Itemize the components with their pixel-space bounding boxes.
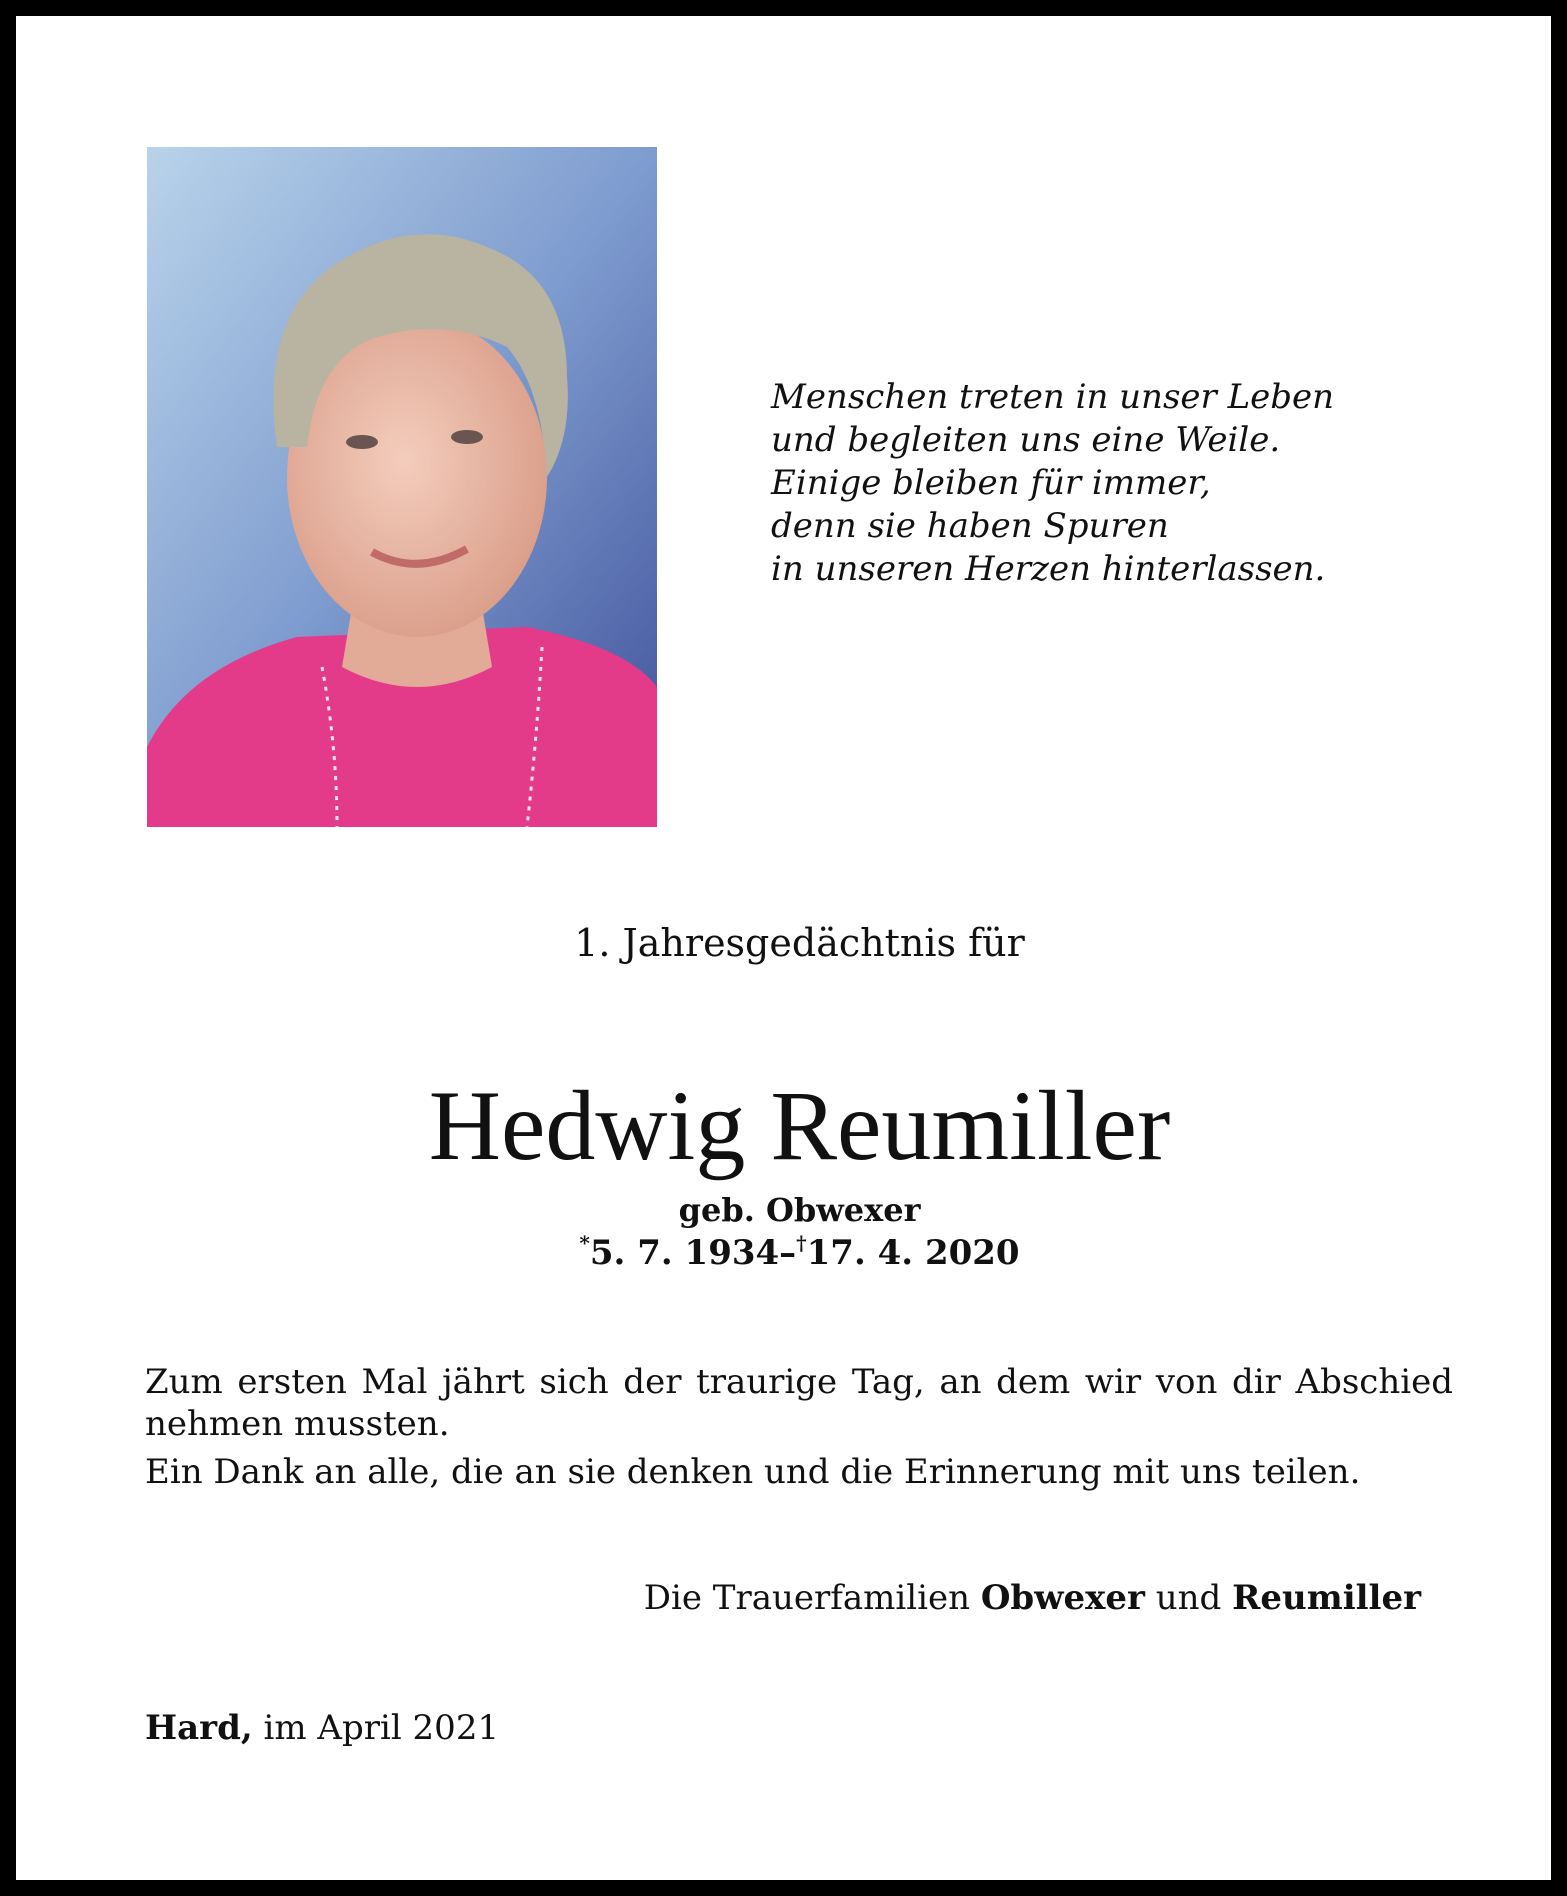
death-symbol: † <box>796 1231 807 1255</box>
birth-name: geb. Obwexer <box>678 1191 921 1229</box>
deceased-name: Hedwig Reumiller <box>428 1070 1171 1181</box>
memorial-poem <box>771 376 1335 591</box>
message-text <box>145 1361 1453 1499</box>
poem-line: Menschen treten in unser Leben <box>771 377 1335 417</box>
poem-line: denn sie haben Spuren <box>771 506 1169 546</box>
portrait-photo <box>147 147 657 827</box>
signature-prefix: Die Trauerfamilien <box>643 1578 970 1618</box>
message-paragraph: Zum ersten Mal jährt sich der traurige Tag, an dem wir von dir Abschied nehmen mussten. <box>145 1362 1453 1444</box>
place-city: Hard, <box>145 1708 253 1748</box>
poem-line: und begleiten uns eine Weile. <box>771 420 1281 460</box>
family-name: Obwexer <box>980 1578 1145 1618</box>
poem-line: in unseren Herzen hinterlassen. <box>771 549 1326 589</box>
birth-date: 5. 7. 1934 <box>589 1233 780 1273</box>
place-date: im April 2021 <box>263 1708 500 1748</box>
family-name: Reumiller <box>1232 1578 1421 1618</box>
poem-line: Einige bleiben für immer, <box>771 463 1211 503</box>
birth-symbol: * <box>579 1231 590 1255</box>
message-paragraph: Ein Dank an alle, die an sie denken und die Erinnerung mit uns teilen. <box>145 1452 1361 1492</box>
life-dates <box>16 1231 1567 1273</box>
occasion-heading: 1. Jahresgedächtnis für <box>574 921 1025 965</box>
death-date: 17. 4. 2020 <box>806 1233 1020 1273</box>
signature-conjunction: und <box>1155 1578 1222 1618</box>
portrait-image <box>147 147 657 827</box>
family-signature <box>644 1578 1421 1618</box>
place-and-date <box>145 1708 499 1748</box>
date-separator: – <box>779 1233 797 1273</box>
